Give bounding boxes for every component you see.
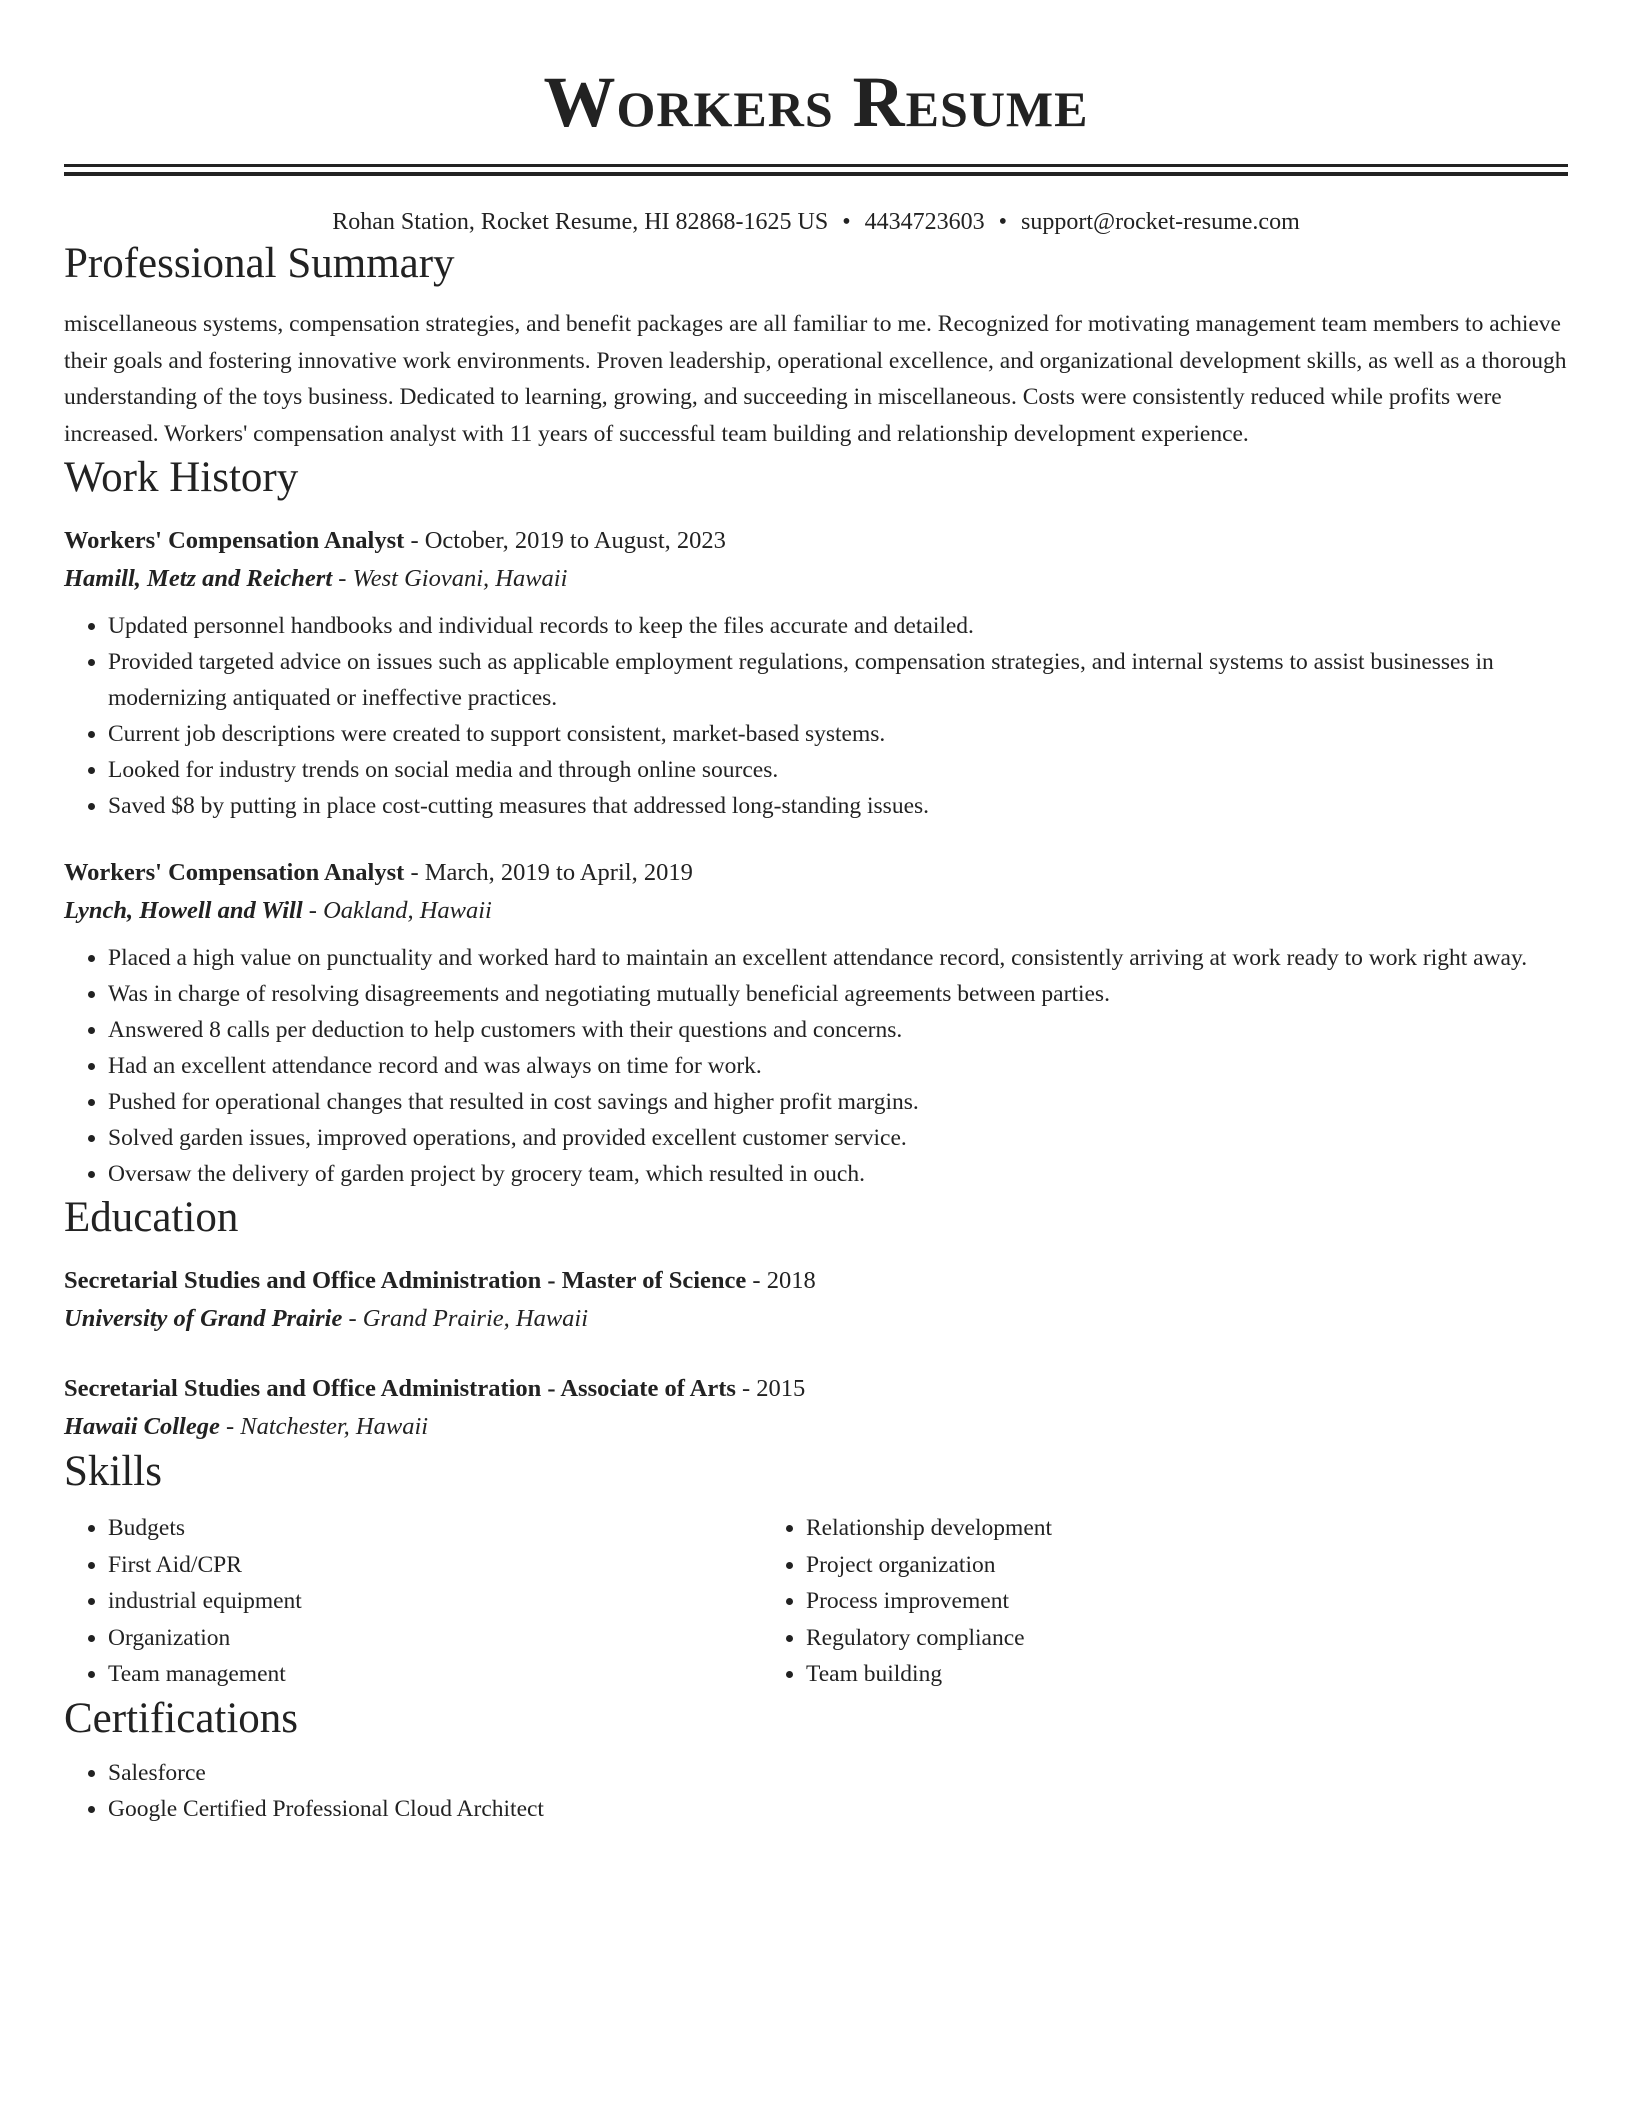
summary-text: miscellaneous systems, compensation strategies, and benefit packages are all familiar to me. Recognized for motivating management team members to achieve their goals and fostering innovative work environments. Proven leadership, operational excellence, and organizational development skills, as well as a thorough understanding of the toys business. Dedicated to learning, growing, and succeeding in miscellaneous. Costs were consistently reduced while profits were increased. Workers' compensation analyst with 11 years of successful team building and relationship development experience. [64,311,1567,447]
job-duty: • Updated personnel handbooks and individual records to keep the files accurate and detailed. [108,608,1568,644]
education-year: - 2015 [735,1375,806,1402]
skill-item: • Budgets [108,1510,762,1547]
education-degree: Secretarial Studies and Office Administration - Master of Science [64,1267,747,1294]
education-institution [64,1300,1568,1338]
header-divider [64,164,1568,176]
skill-item: • industrial equipment [108,1583,762,1620]
job-duty: • Solved garden issues, improved operations, and provided excellent customer service. [108,1120,1568,1156]
contact-address: Rohan Station, Rocket Resume, HI 82868-1625 US [332,209,829,235]
resume-name: Workers Resume [543,62,1089,142]
job-duty: • Provided targeted advice on issues such as applicable employment regulations, compensation strategies, and internal systems to assist businesses in modernizing antiquated or ineffective practices. [108,644,1568,716]
job-duty: • Placed a high value on punctuality and worked hard to maintain an excellent attendance record, consistently arriving at work ready to work right away. [108,940,1568,976]
job-dates: - October, 2019 to August, 2023 [404,527,726,554]
education-heading: Education [64,1194,239,1241]
job-role: Workers' Compensation Analyst [64,859,405,886]
job-header [64,522,1568,560]
certification-item: • Google Certified Professional Cloud Architect [108,1791,1568,1827]
education-institution [64,1408,1568,1446]
job-entry [64,854,1568,1192]
education-location: - Grand Prairie, Hawaii [342,1305,589,1332]
job-duty: • Oversaw the delivery of garden project by grocery team, which resulted in ouch. [108,1156,1568,1192]
skills-column-right [762,1510,1568,1693]
certifications-list [64,1755,1568,1827]
education-header [64,1262,1568,1300]
job-duties [64,940,1568,1192]
contact-email: support@rocket-resume.com [1021,209,1300,235]
certification-item: • Salesforce [108,1755,1568,1791]
education-school: Hawaii College [64,1413,220,1440]
skill-item: • Project organization [806,1547,1568,1584]
job-duty: • Was in charge of resolving disagreements and negotiating mutually beneficial agreements between parties. [108,976,1568,1012]
job-company: Hamill, Metz and Reichert [64,565,333,592]
education-entry [64,1370,1568,1446]
job-duty: • Pushed for operational changes that resulted in cost savings and higher profit margins. [108,1084,1568,1120]
skills-heading: Skills [64,1448,162,1495]
job-duty: • Current job descriptions were created to support consistent, market-based systems. [108,716,1568,752]
contact-separator: • [998,209,1008,235]
skill-item: • Regulatory compliance [806,1620,1568,1657]
skill-item: • Process improvement [806,1583,1568,1620]
job-entry [64,522,1568,824]
contact-separator: • [842,209,851,235]
job-location: - Oakland, Hawaii [302,897,492,924]
education-degree: Secretarial Studies and Office Administration - Associate of Arts [64,1375,736,1402]
skill-item: • Team management [108,1656,762,1693]
job-duties [64,608,1568,824]
certifications-heading: Certifications [64,1694,299,1742]
job-header [64,854,1568,892]
summary-heading: Professional Summary [64,240,455,287]
job-employer [64,892,1568,930]
education-year: - 2018 [746,1267,816,1294]
job-duty: • Saved $8 by putting in place cost-cutting measures that addressed long-standing issues. [108,788,1568,824]
skill-item: • Team building [806,1656,1568,1693]
education-header [64,1370,1568,1408]
skill-item: • Relationship development [806,1510,1568,1547]
job-duty: • Looked for industry trends on social media and through online sources. [108,752,1568,788]
skill-item: • Organization [108,1620,762,1657]
contact-phone: 4434723603 [864,209,985,235]
education-location: - Natchester, Hawaii [219,1413,429,1440]
job-location: - West Giovani, Hawaii [332,565,568,592]
skill-item: • First Aid/CPR [108,1547,762,1584]
education-school: University of Grand Prairie [64,1305,343,1332]
job-duty: • Answered 8 calls per deduction to help customers with their questions and concerns. [108,1012,1568,1048]
job-company: Lynch, Howell and Will [64,897,303,924]
skills-list [64,1510,1568,1693]
skills-column-left [64,1510,762,1693]
job-duty: • Had an excellent attendance record and was always on time for work. [108,1048,1568,1084]
work-history-heading: Work History [64,454,299,501]
job-employer [64,560,1568,598]
education-entry [64,1262,1568,1338]
job-dates: - March, 2019 to April, 2019 [404,859,693,886]
job-role: Workers' Compensation Analyst [64,527,405,554]
contact-line [64,206,1568,238]
